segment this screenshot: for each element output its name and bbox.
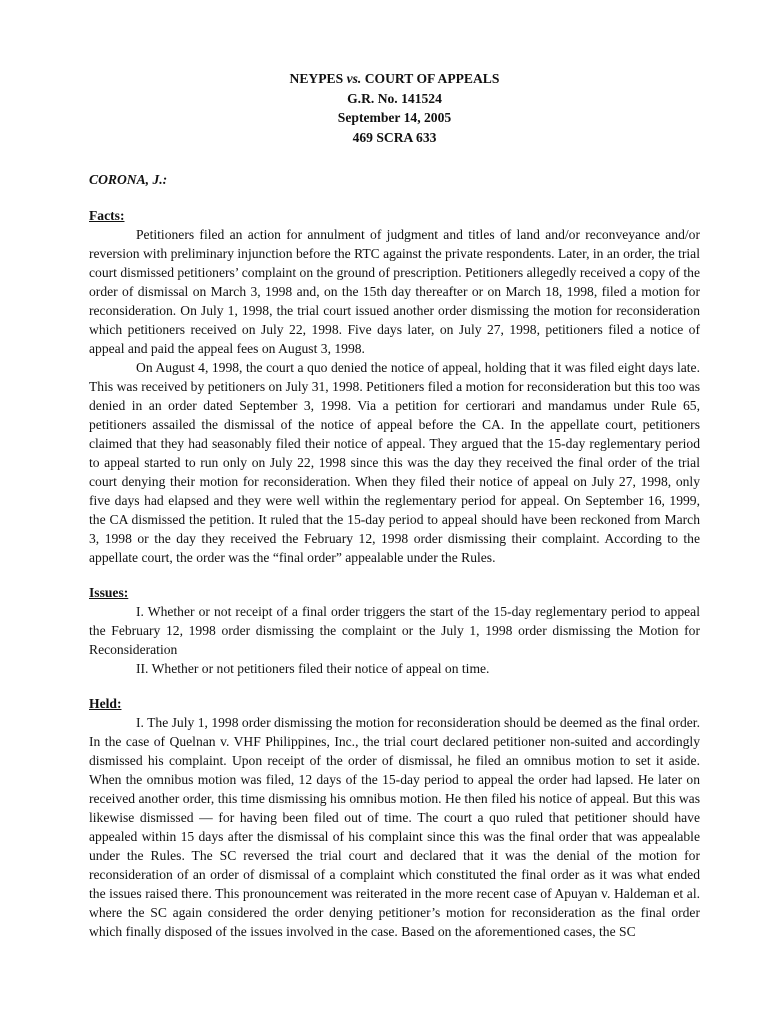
facts-paragraph: On August 4, 1998, the court a quo denied the notice of appeal, holding that it was filed eight days late. This was received by petitioners on July 31, 1998. Petitioners filed a motion for reconsideration but this too was denied in an order dated September 3, 1998. Via a petition for certiorari and mandamus under Rule 65, petitioners assailed the dismissal of the notice of appeal before the CA. In the appellate court, petitioners claimed that they had seasonably filed their notice of appeal. They argued that the 15-day reglementary period to appeal started to run only on July 22, 1998 since this was the day they received the final order of the trial court denying their motion for reconsideration. When they filed their notice of appeal on July 27, 1998, only five days had elapsed and they were well within the reglementary period for appeal. On September 16, 1999, the CA dismissed the petition. It ruled that the 15-day period to appeal should have been reckoned from March 3, 1998 or the day they received the February 12, 1998 order dismissing their complaint. According to the appellate court, the order was the “final order” appealable under the Rules.: [89, 360, 700, 565]
case-title: [89, 69, 700, 89]
facts-paragraph: Petitioners filed an action for annulment of judgment and titles of land and/or reconveyance and/or reversion with preliminary injunction before the RTC against the private respondents. Later, in an order, the trial court dismissed petitioners’ complaint on the ground of prescription. Petitioners allegedly received a copy of the order of dismissal on March 3, 1998 and, on the 15th day thereafter or on March 18, 1998, filed a motion for reconsideration. On July 1, 1998, the trial court issued another order dismissing the motion for reconsideration which petitioners received on July 22, 1998. Five days later, on July 27, 1998, petitioners filed a notice of appeal and paid the appeal fees on August 3, 1998.: [89, 227, 700, 356]
case-gr-number: G.R. No. 141524: [347, 90, 442, 106]
facts-heading: Facts:: [89, 208, 125, 223]
issue-item: II. Whether or not petitioners filed their notice of appeal on time.: [136, 661, 490, 676]
case-date: September 14, 2005: [337, 110, 452, 125]
case-citation: 469 SCRA 633: [352, 129, 437, 145]
document-body: [89, 69, 700, 941]
held-paragraph: I. The July 1, 1998 order dismissing the motion for reconsideration should be deemed as the final order. In the case of Quelnan v. VHF Philippines, Inc., the trial court declared petitioner non-suited and accordingly dismissed his complaint. Upon receipt of the order of dismissal, he filed an omnibus motion to set it aside. When the omnibus motion was filed, 12 days of the 15-day period to appeal the order had lapsed. He later on received another order, this time dismissing his omnibus motion. He then filed his notice of appeal. But this was likewise dismissed — for having been filed out of time. The court a quo ruled that petitioner should have appealed within 15 days after the dismissal of his complaint since this was the final order that was appealable under the Rules. The SC reversed the trial court and declared that it was the denial of the motion for reconsideration of an order of dismissal of a complaint which constituted the final order as it was what ended the issues raised there. This pronouncement was reiterated in the more recent case of Apuyan v. Haldeman et al. where the SC again considered the order denying petitioner’s motion for reconsideration as the final order which finally disposed of the issues involved in the case. Based on the aforementioned cases, the SC: [89, 715, 700, 939]
held-heading: Held:: [89, 696, 122, 711]
case-title-party1: NEYPES: [289, 71, 347, 86]
case-header: [89, 69, 700, 147]
case-title-vs: vs.: [346, 71, 362, 86]
case-title-party2: COURT OF APPEALS: [361, 71, 500, 86]
issue-item: I. Whether or not receipt of a final order triggers the start of the 15-day reglementary period to appeal the February 12, 1998 order dismissing the complaint or the July 1, 1998 order dismissing the Motion for Reconsideration: [89, 604, 700, 657]
ponente: CORONA, J.:: [89, 172, 168, 187]
issues-heading: Issues:: [89, 585, 129, 600]
